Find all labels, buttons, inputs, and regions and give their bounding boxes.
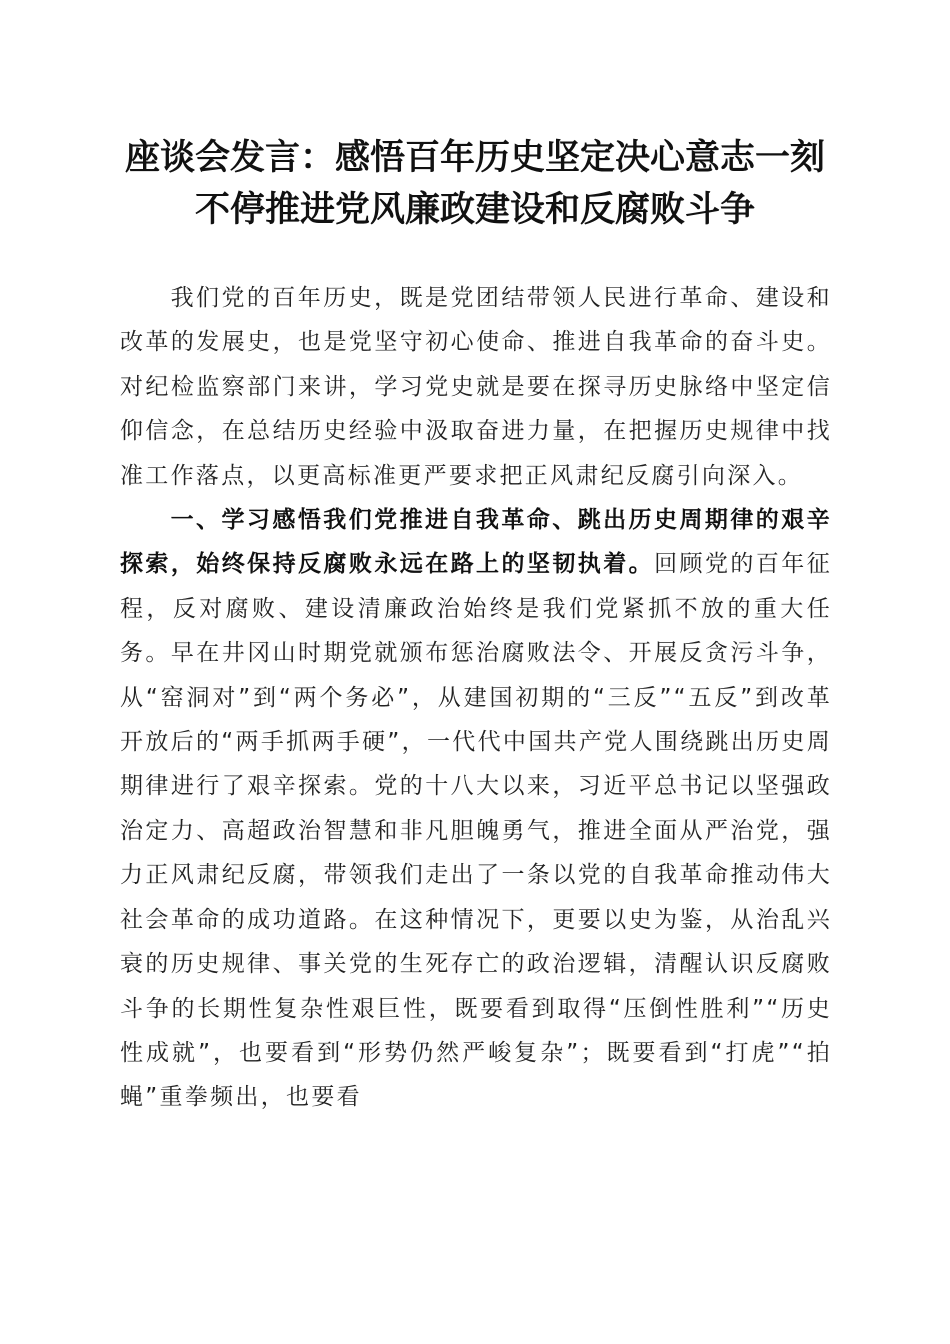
document-body	[120, 276, 832, 1120]
title-line-2: 不停推进党风廉政建设和反腐败斗争	[194, 189, 755, 230]
paragraph-section-1	[120, 498, 832, 1120]
section-1-heading: 一、学习感悟我们党推进自我革命、跳出历史周期律的艰辛探索，始终保持反腐败永远在路上的坚韧执着。	[120, 507, 832, 578]
document-title	[100, 132, 850, 236]
paragraph-intro-text: 我们党的百年历史，既是党团结带领人民进行革命、建设和改革的发展史，也是党坚守初心使命、推进自我革命的奋斗史。对纪检监察部门来讲，学习党史就是要在探寻历史脉络中坚定信仰信念，在总结历史经验中汲取奋进力量，在把握历史规律中找准工作落点，以更高标准更严要求把正风肃纪反腐引向深入。	[120, 285, 832, 489]
title-line-1: 座谈会发言：感悟百年历史坚定决心意志一刻	[124, 137, 825, 178]
section-1-text: 回顾党的百年征程，反对腐败、建设清廉政治始终是我们党紧抓不放的重大任务。早在井冈山时期党就颁布惩治腐败法令、开展反贪污斗争，从“窑洞对”到“两个务必”，从建国初期的“三反”“五反”到改革开放后的“两手抓两手硬”，一代代中国共产党人围绕跳出历史周期律进行了艰辛探索。党的十八大以来，习近平总书记以坚强政治定力、高超政治智慧和非凡胆魄勇气，推进全面从严治党，强力正风肃纪反腐，带领我们走出了一条以党的自我革命推动伟大社会革命的成功道路。在这种情况下，更要以史为鉴，从治乱兴衰的历史规律、事关党的生死存亡的政治逻辑，清醒认识反腐败斗争的长期性复杂性艰巨性，既要看到取得“压倒性胜利”“历史性成就”，也要看到“形势仍然严峻复杂”；既要看到“打虎”“拍蝇”重拳频出，也要看	[120, 551, 832, 1111]
paragraph-intro	[120, 276, 832, 498]
